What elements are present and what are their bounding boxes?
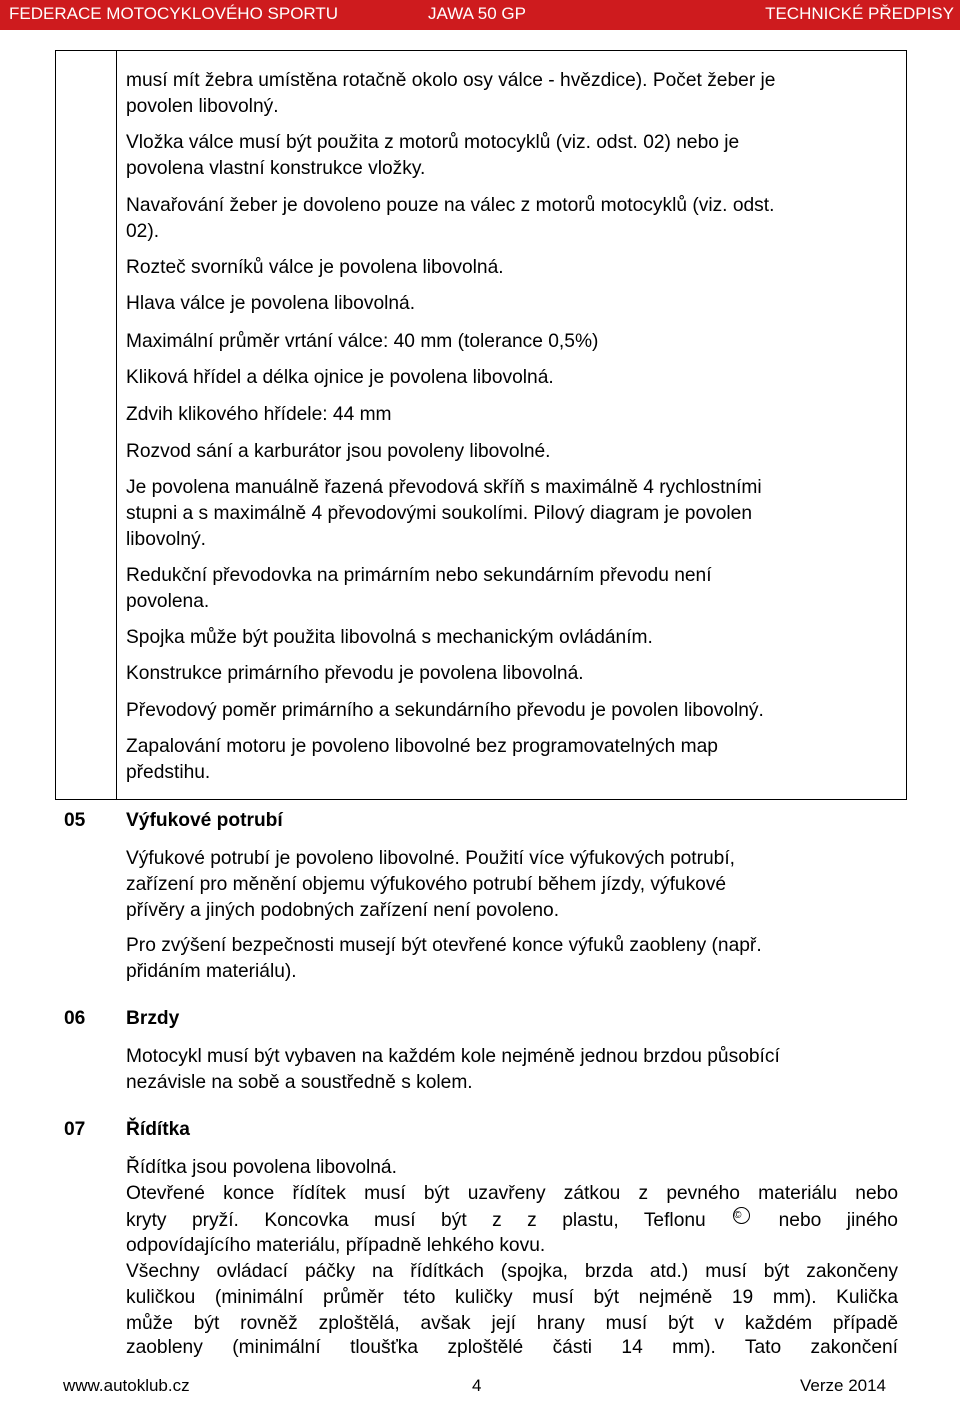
continuation-paragraph: Zapalování motoru je povoleno libovolné bez programovatelných map předstihu. bbox=[126, 736, 718, 783]
header-section: TECHNICKÉ PŘEDPISY bbox=[765, 4, 954, 23]
continuation-paragraph: Je povolena manuálně řazená převodová skříň s maximálně 4 rychlostními stupni a s maximálně 4 převodovými soukolími. Pilový diagram je povolen libovolný. bbox=[126, 477, 762, 550]
continuation-paragraph: Navařování žeber je dovoleno pouze na válec z motorů motocyklů (viz. odst. 02). bbox=[126, 195, 775, 242]
table-column-divider bbox=[116, 51, 117, 799]
section-line: může být rovněž zploštělá, avšak její hrany musí být v každém případě bbox=[126, 1313, 898, 1334]
footer-page-number: 4 bbox=[472, 1376, 482, 1395]
section-line: kryty pryží. Koncovka musí být z z plastu, Teflonu © nebo jiného bbox=[126, 1207, 898, 1234]
header-organization: FEDERACE MOTOCYKLOVÉHO SPORTU bbox=[9, 4, 339, 23]
table-right-border bbox=[906, 51, 907, 799]
page-header bbox=[0, 0, 960, 30]
footer-version: Verze 2014 bbox=[800, 1376, 887, 1395]
section-line: odpovídajícího materiálu, případně lehkého kovu. bbox=[126, 1235, 546, 1256]
continuation-paragraph: Spojka může být použita libovolná s mechanickým ovládáním. bbox=[126, 627, 653, 648]
section-line: Otevřené konce řídítek musí být uzavřeny zátkou z pevného materiálu nebo bbox=[126, 1183, 898, 1204]
section-number: 05 bbox=[64, 810, 86, 831]
section-title: Brzdy bbox=[126, 1008, 180, 1029]
section-line: Všechny ovládací páčky na řídítkách (spojka, brzda atd.) musí být zakončeny bbox=[126, 1261, 898, 1282]
section-paragraph: Motocykl musí být vybaven na každém kole nejméně jednou brzdou působící nezávisle na sobě a soustředně s kolem. bbox=[126, 1046, 780, 1093]
continuation-paragraph: Redukční převodovka na primárním nebo sekundárním převodu není povolena. bbox=[126, 565, 712, 612]
section-line: Řídítka jsou povolena libovolná. bbox=[126, 1157, 397, 1178]
section-title: Řídítka bbox=[126, 1119, 190, 1140]
section-line: zaobleny (minimální tloušťka zploštělé části 14 mm). Tato zakončení bbox=[126, 1337, 898, 1358]
continuation-paragraph: Rozteč svorníků válce je povolena libovolná. bbox=[126, 257, 504, 278]
copyright-icon: © bbox=[733, 1207, 750, 1224]
continuation-paragraph: Maximální průměr vrtání válce: 40 mm (tolerance 0,5%) bbox=[126, 331, 599, 352]
header-class: JAWA 50 GP bbox=[428, 4, 526, 23]
section-number: 07 bbox=[64, 1119, 86, 1140]
continuation-paragraph: Kliková hřídel a délka ojnice je povolena libovolná. bbox=[126, 367, 554, 388]
continuation-paragraph: Zdvih klikového hřídele: 44 mm bbox=[126, 404, 392, 425]
continuation-paragraph: Konstrukce primárního převodu je povolena libovolná. bbox=[126, 663, 584, 684]
continuation-paragraph: Vložka válce musí být použita z motorů motocyklů (viz. odst. 02) nebo je povolena vlastní konstrukce vložky. bbox=[126, 132, 740, 179]
section-number: 06 bbox=[64, 1008, 86, 1029]
section-line: kuličkou (minimální průměr této kuličky musí být nejméně 19 mm). Kulička bbox=[126, 1287, 898, 1308]
continuation-paragraph: Rozvod sání a karburátor jsou povoleny libovolné. bbox=[126, 441, 551, 462]
footer-website: www.autoklub.cz bbox=[63, 1376, 190, 1395]
continuation-paragraph: Převodový poměr primárního a sekundárního převodu je povolen libovolný. bbox=[126, 700, 764, 721]
continuation-paragraph: Hlava válce je povolena libovolná. bbox=[126, 293, 416, 314]
table-left-border bbox=[55, 51, 56, 799]
section-paragraph: Pro zvýšení bezpečnosti musejí být otevřené konce výfuků zaobleny (např. přidáním materiálu). bbox=[126, 935, 762, 982]
continuation-paragraph: musí mít žebra umístěna rotačně okolo osy válce - hvězdice). Počet žeber je povolen libovolný. bbox=[126, 70, 776, 117]
section-title: Výfukové potrubí bbox=[126, 810, 283, 831]
section-paragraph: Výfukové potrubí je povoleno libovolné. Použití více výfukových potrubí, zařízení pro měnění objemu výfukového potrubí během jízdy, výfukové přívěry a jiných podobných zařízení není povoleno. bbox=[126, 848, 736, 921]
